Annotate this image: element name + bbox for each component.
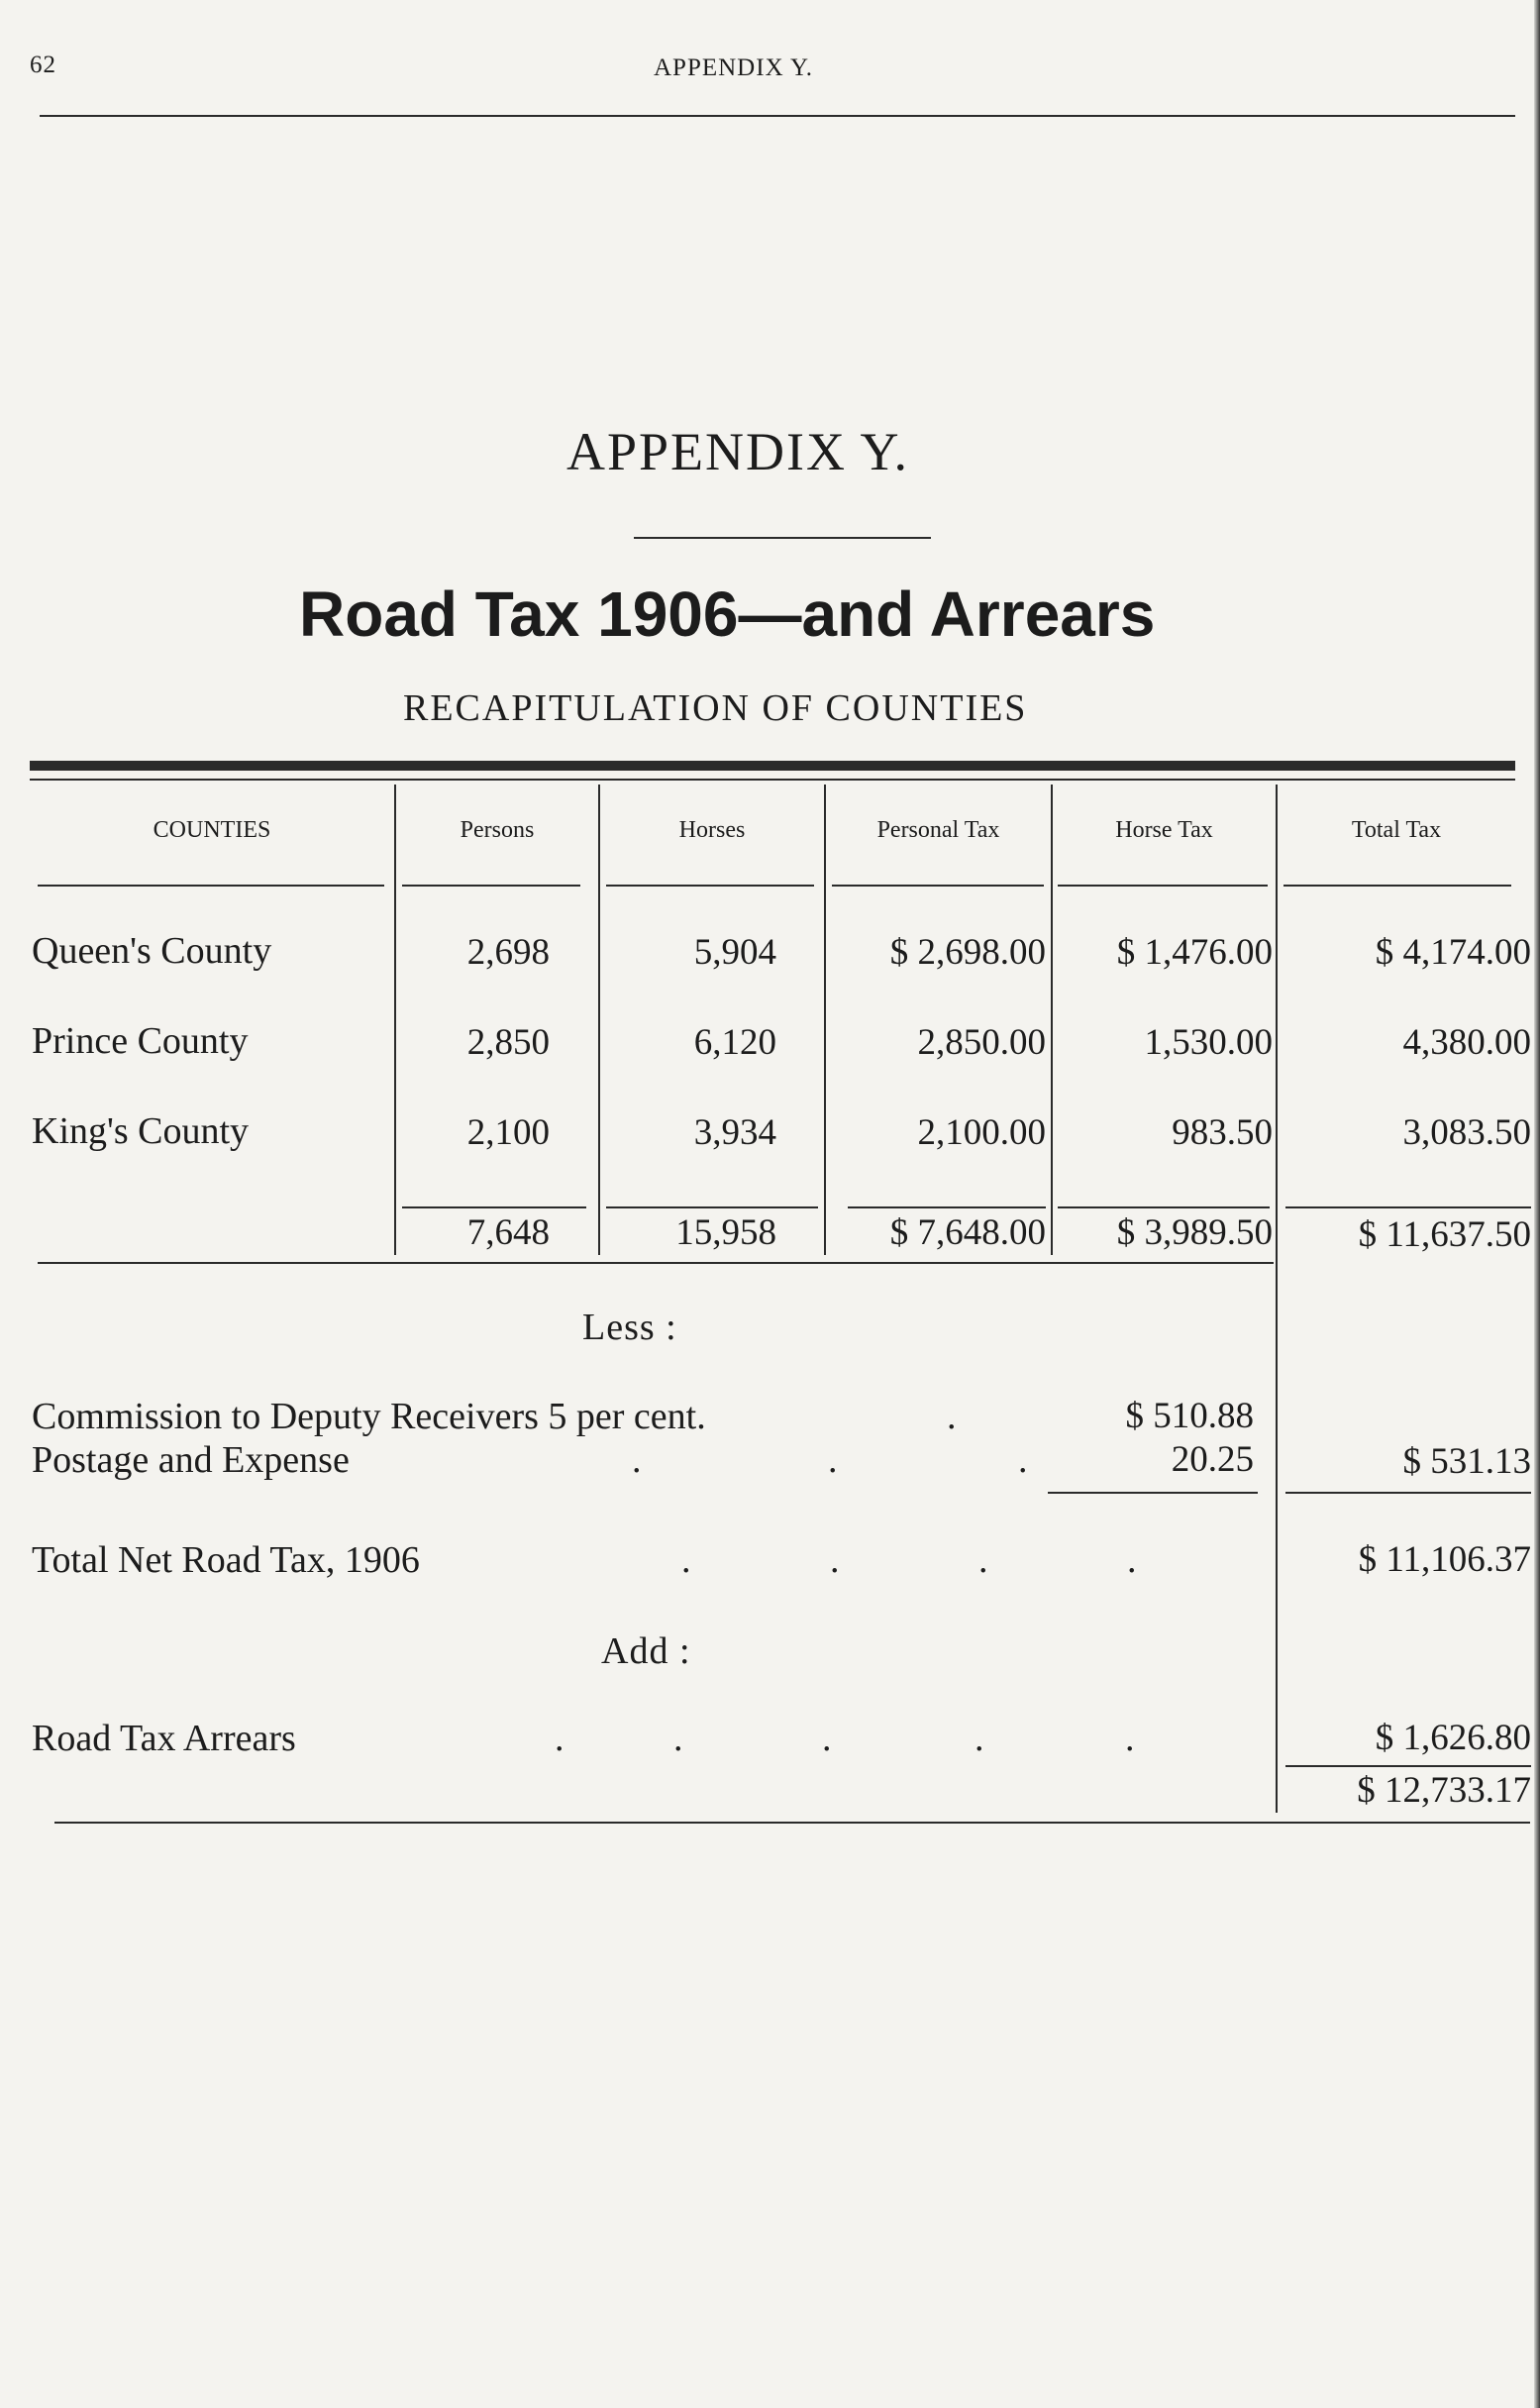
leader-dots: . [978, 1539, 988, 1581]
county-name: King's County [32, 1110, 250, 1152]
leader-dots: . [822, 1718, 832, 1759]
running-head-rule [40, 115, 1515, 117]
less-sum-rule [1048, 1492, 1258, 1494]
postage-label: Postage and Expense [32, 1439, 350, 1481]
header-underline [38, 885, 384, 887]
total-tax-cell: 3,083.50 [1402, 1112, 1531, 1153]
total-tax-total: $ 11,637.50 [1358, 1214, 1531, 1255]
leader-dots: . [673, 1718, 683, 1759]
leader-dots: . [632, 1439, 642, 1481]
horses-cell: 5,904 [693, 932, 776, 973]
horses-total: 15,958 [675, 1212, 776, 1253]
leader-dots: . [1018, 1439, 1028, 1481]
header-underline [1058, 885, 1268, 887]
col-header-persons: Persons [460, 817, 535, 843]
horse-tax-cell: $ 1,476.00 [1116, 932, 1273, 973]
net-road-tax-value: $ 11,106.37 [1358, 1539, 1531, 1580]
total-tax-cell: $ 4,174.00 [1375, 932, 1531, 973]
col-header-counties: COUNTIES [153, 817, 271, 843]
sum-rule [1285, 1206, 1531, 1208]
arrears-label: Road Tax Arrears [32, 1718, 296, 1759]
page-title: Road Tax 1906—and Arrears [299, 578, 1156, 650]
horse-tax-total: $ 3,989.50 [1116, 1212, 1273, 1253]
persons-cell: 2,698 [466, 932, 550, 973]
grand-total-value: $ 12,733.17 [1357, 1770, 1531, 1811]
col-divider [824, 785, 826, 1255]
header-underline [402, 885, 580, 887]
running-head-title: APPENDIX Y. [654, 54, 814, 81]
table-top-thin-rule [30, 779, 1515, 781]
net-road-tax-label: Total Net Road Tax, 1906 [32, 1539, 420, 1581]
table-top-thick-rule [30, 761, 1515, 771]
col-header-horses: Horses [678, 817, 746, 843]
add-heading: Add : [601, 1630, 691, 1672]
horse-tax-cell: 983.50 [1172, 1112, 1273, 1153]
heading-short-rule [634, 537, 931, 539]
table-bottom-rule [38, 1262, 1274, 1264]
leader-dots: . [975, 1718, 984, 1759]
personal-tax-cell: $ 2,698.00 [889, 932, 1046, 973]
page-number: 62 [30, 52, 56, 78]
horses-cell: 3,934 [693, 1112, 776, 1153]
col-divider [394, 785, 396, 1255]
col-divider [1051, 785, 1053, 1255]
leader-dots: . [947, 1396, 957, 1437]
total-tax-cell: 4,380.00 [1402, 1022, 1531, 1063]
leader-dots: . [830, 1539, 840, 1581]
sum-rule [848, 1206, 1046, 1208]
personal-tax-total: $ 7,648.00 [889, 1212, 1046, 1253]
county-name: Queen's County [32, 930, 272, 972]
sum-rule [606, 1206, 818, 1208]
header-underline [832, 885, 1044, 887]
page-subtitle: RECAPITULATION OF COUNTIES [403, 687, 1028, 729]
leader-dots: . [828, 1439, 838, 1481]
col-header-horse-tax: Horse Tax [1115, 817, 1213, 843]
less-subtotal: $ 531.13 [1402, 1441, 1531, 1482]
leader-dots: . [555, 1718, 565, 1759]
less-subtotal-rule [1285, 1492, 1531, 1494]
leader-dots: . [681, 1539, 691, 1581]
leader-dots: . [1125, 1718, 1135, 1759]
postage-value: 20.25 [1171, 1439, 1254, 1480]
page-binding-edge [1534, 0, 1540, 2408]
persons-cell: 2,850 [466, 1022, 550, 1063]
commission-value: $ 510.88 [1125, 1396, 1254, 1436]
persons-cell: 2,100 [466, 1112, 550, 1153]
grand-total-rule [1285, 1765, 1531, 1767]
horses-cell: 6,120 [693, 1022, 776, 1063]
sum-rule [402, 1206, 586, 1208]
persons-total: 7,648 [466, 1212, 550, 1253]
header-underline [1283, 885, 1511, 887]
header-underline [606, 885, 814, 887]
col-divider [598, 785, 600, 1255]
horse-tax-cell: 1,530.00 [1144, 1022, 1273, 1063]
personal-tax-cell: 2,100.00 [917, 1112, 1046, 1153]
arrears-value: $ 1,626.80 [1375, 1718, 1531, 1758]
col-header-personal-tax: Personal Tax [876, 817, 1000, 843]
col-header-total-tax: Total Tax [1351, 817, 1442, 843]
leader-dots: . [1127, 1539, 1137, 1581]
county-name: Prince County [32, 1020, 249, 1062]
sum-rule [1058, 1206, 1270, 1208]
commission-label: Commission to Deputy Receivers 5 per cent. [32, 1396, 706, 1437]
closing-rule [54, 1822, 1530, 1824]
less-heading: Less : [582, 1307, 677, 1348]
appendix-heading: APPENDIX Y. [566, 422, 910, 481]
personal-tax-cell: 2,850.00 [917, 1022, 1046, 1063]
